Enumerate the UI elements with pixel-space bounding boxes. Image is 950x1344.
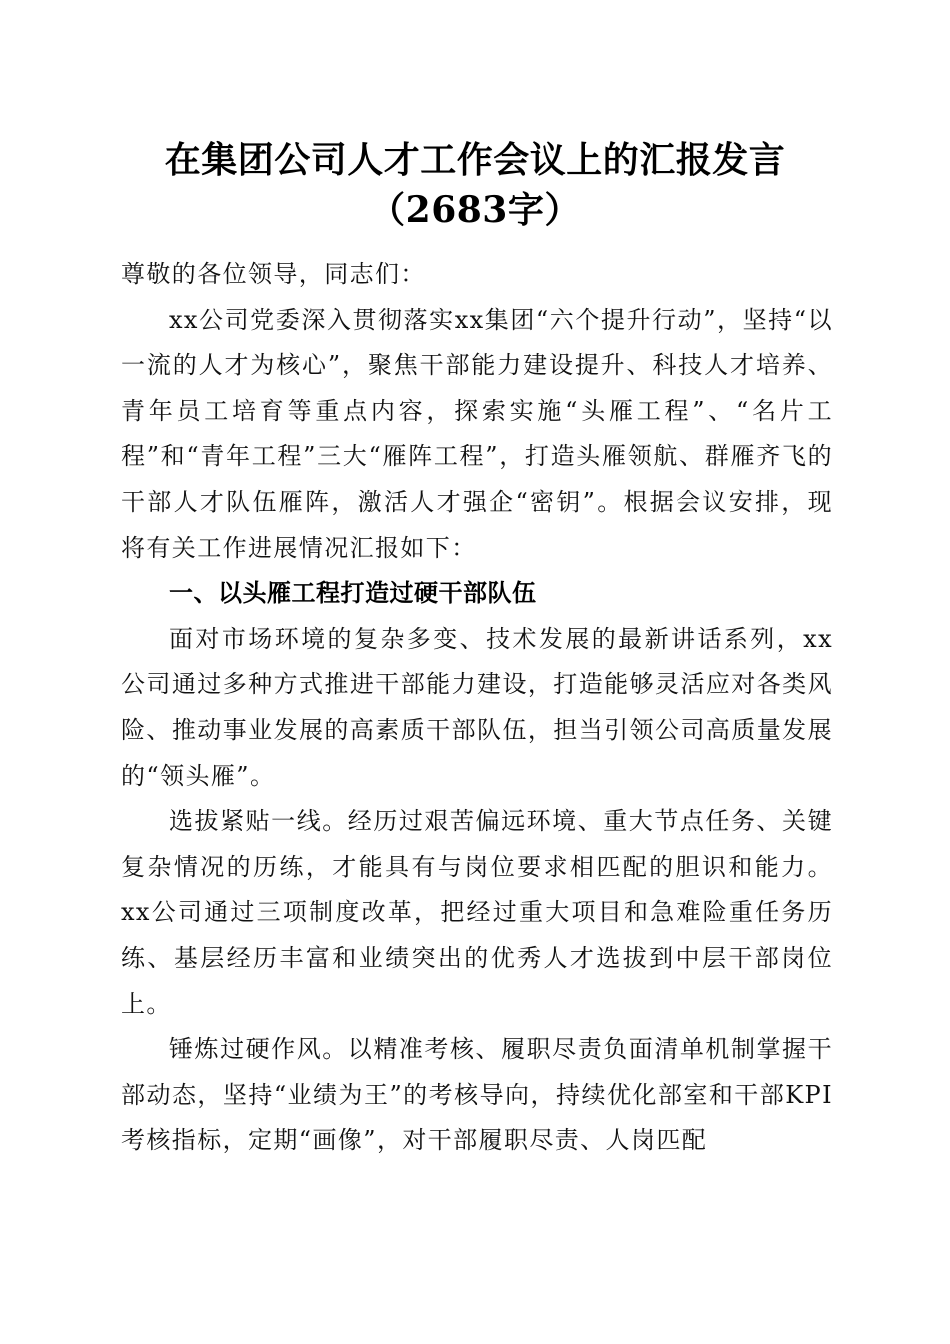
body-paragraph: 选拔紧贴一线。经历过艰苦偏远环境、重大节点任务、关键复杂情况的历练，才能具有与岗位要求相匹配的胆识和能力。xx公司通过三项制度改革，把经过重大项目和急难险重任务历练、基层经历丰富和业绩突出的优秀人才选拔到中层干部岗位上。	[121, 807, 833, 1018]
intro-paragraph: xx公司党委深入贯彻落实xx集团“六个提升行动”，坚持“以一流的人才为核心”，聚焦干部能力建设提升、科技人才培养、青年员工培育等重点内容，探索实施“头雁工程”、“名片工程”和“青年工程”三大“雁阵工程”，打造头雁领航、群雁齐飞的干部人才队伍雁阵，激活人才强企“密钥”。根据会议安排，现将有关工作进展情况汇报如下：	[121, 305, 833, 562]
body-paragraph: 面对市场环境的复杂多变、技术发展的最新讲话系列，xx公司通过多种方式推进干部能力建设，打造能够灵活应对各类风险、推动事业发展的高素质干部队伍，担当引领公司高质量发展的“领头雁”。	[121, 624, 833, 790]
salutation: 尊敬的各位领导，同志们：	[121, 260, 426, 288]
document-title: 在集团公司人才工作会议上的汇报发言（2683字）	[164, 139, 786, 231]
section-heading: 一、以头雁工程打造过硬干部队伍	[169, 579, 537, 608]
document-body	[121, 252, 833, 1164]
body-paragraph: 锤炼过硬作风。以精准考核、履职尽责负面清单机制掌握干部动态，坚持“业绩为王”的考核导向，持续优化部室和干部KPI考核指标，定期“画像”，对干部履职尽责、人岗匹配	[121, 1035, 833, 1155]
